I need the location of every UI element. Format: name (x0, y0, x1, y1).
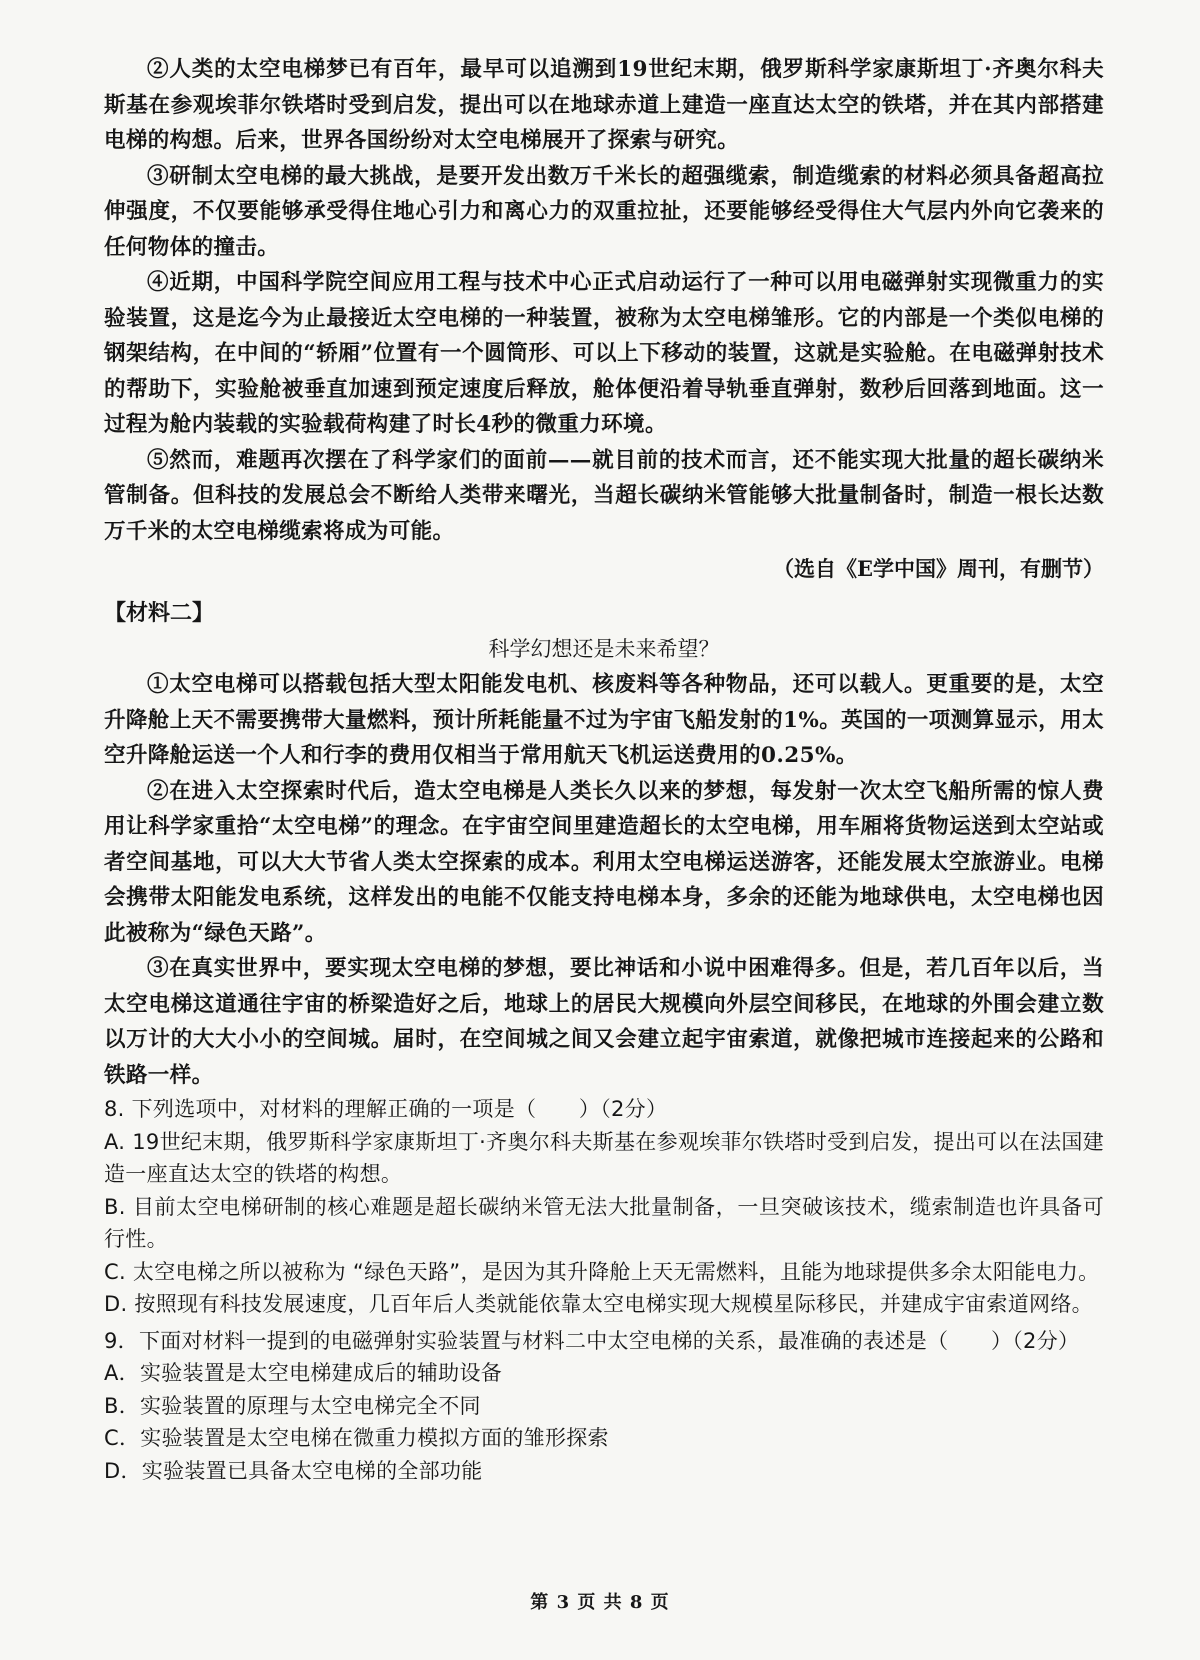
material-one-paragraph-5: ⑤然而，难题再次摆在了科学家们的面前——就目前的技术而言，还不能实现大批量的超长碳纳米管制备。但科技的发展总会不断给人类带来曙光，当超长碳纳米管能够大批量制备时，制造一根长达数万千米的太空电梯缆索将成为可能。 (104, 447, 1104, 544)
question-9-option-a: A．实验装置是太空电梯建成后的辅助设备 (104, 1361, 503, 1385)
material-two-paragraph-1: ①太空电梯可以搭载包括大型太阳能发电机、核废料等各种物品，还可以载人。更重要的是，太空升降舱上天不需要携带大量燃料，预计所耗能量不过为宇宙飞船发射的1%。英国的一项测算显示，用太空升降舱运送一个人和行李的费用仅相当于常用航天飞机运送费用的0.25%。 (104, 672, 1104, 768)
question-9-stem: 9．下面对材料一提到的电磁弹射实验装置与材料二中太空电梯的关系，最准确的表述是（ ）（2分） (104, 1328, 1080, 1353)
material-one-paragraph-4: ④近期，中国科学院空间应用工程与技术中心正式启动运行了一种可以用电磁弹射实现微重力的实验装置，这是迄今为止最接近太空电梯的一种装置，被称为太空电梯雏形。它的内部是一个类似电梯的钢架结构，在中间的“轿厢”位置有一个圆筒形、可以上下移动的装置，这就是实验舱。在电磁弹射技术的帮助下，实验舱被垂直加速到预定速度后释放，舱体便沿着导轨垂直弹射，数秒后回落到地面。这一过程为舱内装载的实验载荷构建了时长4秒的微重力环境。 (104, 270, 1104, 437)
material-one-source: （选自《E学中国》周刊，有删节） (772, 556, 1104, 581)
material-one-continued (104, 52, 1104, 587)
question-9 (104, 1325, 1104, 1488)
question-8-stem: 8. 下列选项中，对材料的理解正确的一项是（ ）（2分） (104, 1097, 668, 1121)
question-8-option-d: D. 按照现有科技发展速度，几百年后人类就能依靠太空电梯实现大规模星际移民，并建成宇宙索道网络。 (104, 1292, 1093, 1316)
material-two-paragraph-3: ③在真实世界中，要实现太空电梯的梦想，要比神话和小说中困难得多。但是，若几百年以后，当太空电梯这道通往宇宙的桥梁造好之后，地球上的居民大规模向外层空间移民，在地球的外围会建立数以万计的大大小小的空间城。届时，在空间城之间又会建立起宇宙索道，就像把城市连接起来的公路和铁路一样。 (104, 956, 1104, 1088)
material-two-title: 科学幻想还是未来希望？ (488, 637, 720, 661)
question-9-option-b: B．实验装置的原理与太空电梯完全不同 (104, 1393, 481, 1418)
question-9-option-c: C．实验装置是太空电梯在微重力模拟方面的雏形探索 (104, 1426, 609, 1450)
question-9-option-d: D．实验装置已具备太空电梯的全部功能 (104, 1458, 483, 1483)
question-8-option-c: C. 太空电梯之所以被称为 “绿色天路”，是因为其升降舱上天无需燃料，且能为地球提供多余太阳能电力。 (104, 1259, 1100, 1284)
material-one-paragraph-3: ③研制太空电梯的最大挑战，是要开发出数万千米长的超强缆索，制造缆索的材料必须具备超高拉伸强度，不仅要能够承受得住地心引力和离心力的双重拉扯，还要能够经受得住大气层内外向它袭来的任何物体的撞击。 (104, 163, 1104, 260)
question-8-option-a: A. 19世纪末期，俄罗斯科学家康斯坦丁·齐奥尔科夫斯基在参观埃菲尔铁塔时受到启发，提出可以在法国建造一座直达太空的铁塔的构想。 (104, 1129, 1104, 1186)
page-number-footer: 第 3 页 共 8 页 (530, 1592, 670, 1613)
material-two (104, 595, 1104, 1093)
question-8-option-b: B. 目前太空电梯研制的核心难题是超长碳纳米管无法大批量制备，一旦突破该技术，缆索制造也许具备可行性。 (104, 1194, 1104, 1251)
material-two-label: 【材料二】 (104, 600, 215, 626)
material-two-paragraph-2: ②在进入太空探索时代后，造太空电梯是人类长久以来的梦想，每发射一次太空飞船所需的惊人费用让科学家重拾“太空电梯”的理念。在宇宙空间里建造超长的太空电梯，用车厢将货物运送到太空站或者空间基地，可以大大节省人类太空探索的成本。利用太空电梯运送游客，还能发展太空旅游业。电梯会携带太阳能发电系统，这样发出的电能不仅能支持电梯本身，多余的还能为地球供电，太空电梯也因此被称为“绿色天路”。 (104, 778, 1104, 946)
question-8 (104, 1093, 1104, 1321)
material-one-paragraph-2: ②人类的太空电梯梦已有百年，最早可以追溯到19世纪末期，俄罗斯科学家康斯坦丁·齐奥尔科夫斯基在参观埃菲尔铁塔时受到启发，提出可以在地球赤道上建造一座直达太空的铁塔，并在其内部搭建电梯的构想。后来，世界各国纷纷对太空电梯展开了探索与研究。 (104, 57, 1104, 153)
